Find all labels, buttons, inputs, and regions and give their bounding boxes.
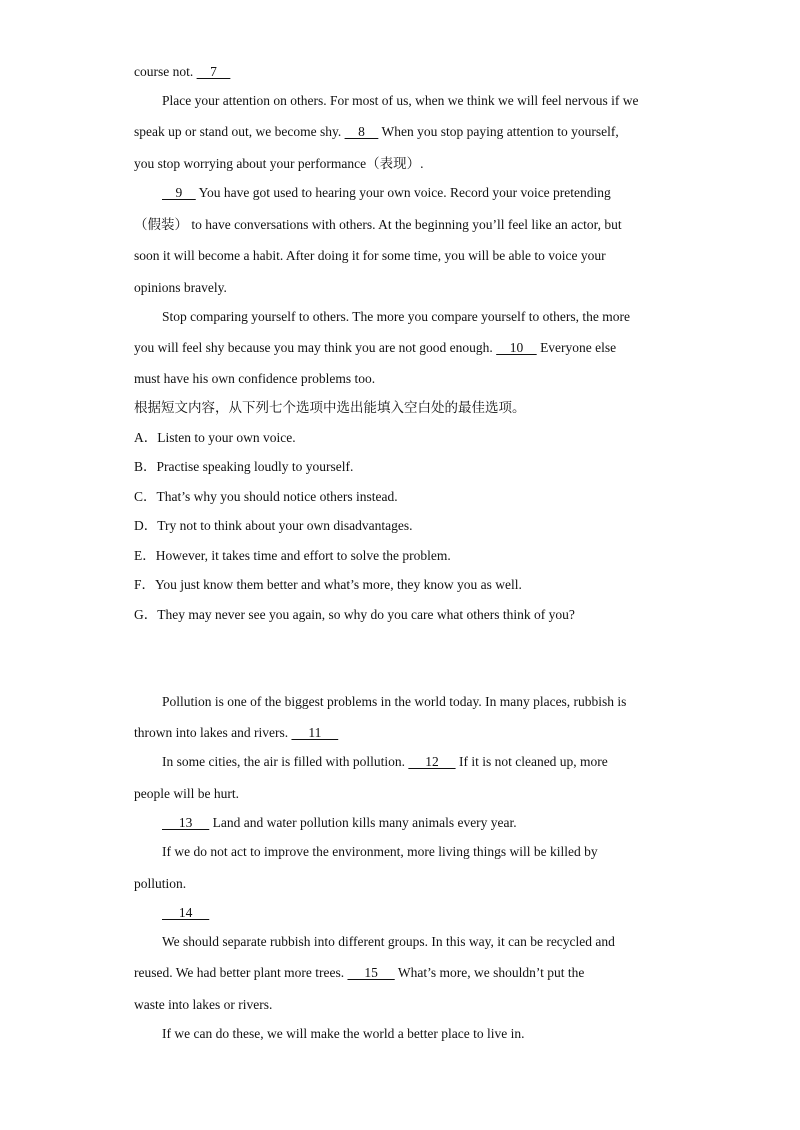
option-b[interactable]: B．Practise speaking loudly to yourself. — [134, 459, 354, 474]
passage-line — [134, 724, 338, 742]
passage-line: people will be hurt. — [134, 786, 239, 801]
passage-line — [134, 339, 616, 357]
blank-9[interactable]: 9 — [162, 185, 196, 200]
passage-line: If we do not act to improve the environment, more living things will be killed by — [162, 844, 598, 859]
passage-text: If it is not cleaned up, more — [458, 754, 608, 769]
passage-line: must have his own confidence problems too. — [134, 371, 376, 386]
passage-line — [162, 904, 209, 922]
passage-line: opinions bravely. — [134, 280, 227, 295]
passage-text: Everyone else — [540, 340, 617, 355]
option-c[interactable]: C．That’s why you should notice others instead. — [134, 489, 398, 504]
option-e[interactable]: E．However, it takes time and effort to solve the problem. — [134, 548, 451, 563]
blank-15[interactable]: 15 — [347, 965, 395, 980]
blank-11[interactable]: 11 — [291, 725, 339, 740]
passage-line: soon it will become a habit. After doing it for some time, you will be able to voice your — [134, 248, 606, 263]
passage-text: You have got used to hearing your own voice. Record your voice pretending — [198, 185, 611, 200]
passage-line — [162, 184, 611, 202]
passage-line: Pollution is one of the biggest problems in the world today. In many places, rubbish is — [162, 694, 627, 709]
passage-line: （假装） to have conversations with others. At the beginning you’ll feel like an actor, but — [134, 217, 622, 232]
passage-text: reused. We had better plant more trees. — [134, 965, 345, 980]
passage-line: If we can do these, we will make the world a better place to live in. — [162, 1026, 525, 1041]
passage-line: Stop comparing yourself to others. The more you compare yourself to others, the more — [162, 309, 631, 324]
passage-line: waste into lakes or rivers. — [134, 997, 273, 1012]
option-a[interactable]: A．Listen to your own voice. — [134, 430, 296, 445]
passage-line — [134, 123, 619, 141]
passage-line: pollution. — [134, 876, 187, 891]
passage-text: speak up or stand out, we become shy. — [134, 124, 342, 139]
passage-text: course not. — [134, 64, 194, 79]
passage-text: What’s more, we shouldn’t put the — [397, 965, 585, 980]
passage-text: Land and water pollution kills many animals every year. — [212, 815, 517, 830]
passage-text: In some cities, the air is filled with pollution. — [162, 754, 405, 769]
passage-line: Place your attention on others. For most of us, when we think we will feel nervous if we — [162, 93, 639, 108]
passage-text: When you stop paying attention to yourself, — [381, 124, 619, 139]
option-d[interactable]: D．Try not to think about your own disadvantages. — [134, 518, 413, 533]
blank-10[interactable]: 10 — [496, 340, 537, 355]
passage-text: thrown into lakes and rivers. — [134, 725, 289, 740]
passage-line — [134, 63, 230, 81]
passage-line — [134, 964, 584, 982]
question-instruction: 根据短文内容，从下列七个选项中选出能填入空白处的最佳选项。 — [134, 400, 526, 415]
blank-14[interactable]: 14 — [162, 905, 210, 920]
blank-12[interactable]: 12 — [408, 754, 456, 769]
option-f[interactable]: F．You just know them better and what’s more, they know you as well. — [134, 577, 522, 592]
blank-8[interactable]: 8 — [344, 124, 379, 139]
passage-line: you stop worrying about your performance（表现）. — [134, 156, 424, 171]
passage-line: We should separate rubbish into different groups. In this way, it can be recycled and — [162, 934, 615, 949]
option-g[interactable]: G．They may never see you again, so why do you care what others think of you? — [134, 607, 575, 622]
blank-13[interactable]: 13 — [162, 815, 210, 830]
passage-line — [162, 753, 608, 771]
blank-7[interactable]: 7 — [196, 64, 231, 79]
passage-text: you will feel shy because you may think you are not good enough. — [134, 340, 493, 355]
passage-line — [162, 814, 517, 832]
